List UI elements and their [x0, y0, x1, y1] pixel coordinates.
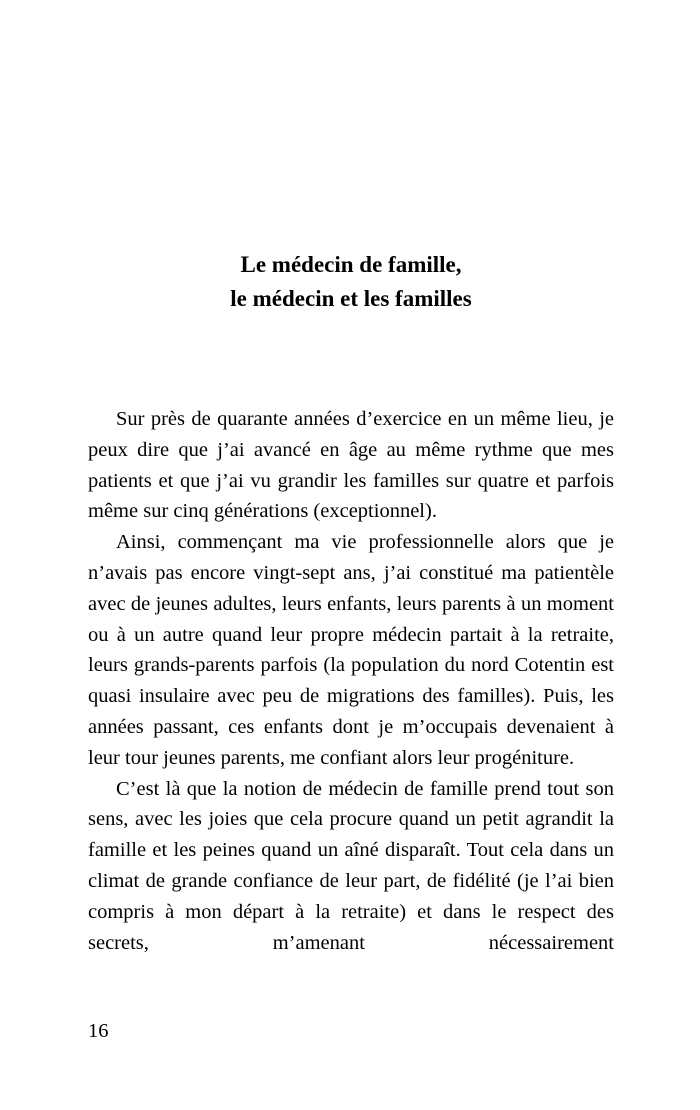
- paragraph-2: Ainsi, commençant ma vie professionnelle alors que je n’avais pas encore vingt-sept ans, j’ai constitué ma patientèle avec de jeunes adultes, leurs enfants, leurs parents à un moment ou à un autre quand leur propre médecin partait à la retraite, leurs grands-parents parfois (la population du nord Cotentin est quasi insulaire avec peu de migrations des familles). Puis, les années passant, ces enfants dont je m’occupais devenaient à leur tour jeunes parents, me confiant alors leur progéniture.: [88, 531, 614, 769]
- chapter-title: [88, 248, 614, 316]
- chapter-title-line-2: le médecin et les familles: [230, 286, 472, 311]
- paragraph-3: C’est là que la notion de médecin de famille prend tout son sens, avec les joies que cela procure quand un petit agrandit la famille et les peines quand un aîné disparaît. Tout cela dans un climat de grande confiance de leur part, de fidélité (je l’ai bien compris à mon départ à la retraite) et dans le respect des secrets, m’amenant nécessairement: [88, 777, 614, 954]
- paragraph-1: Sur près de quarante années d’exercice en un même lieu, je peux dire que j’ai avancé en âge au même rythme que mes patients et que j’ai vu grandir les familles sur quatre et parfois même sur cinq générations (exceptionnel).: [88, 408, 614, 523]
- body-text: [88, 404, 614, 958]
- page-number: 16: [88, 1020, 109, 1042]
- chapter-title-line-1: Le médecin de famille,: [240, 252, 462, 277]
